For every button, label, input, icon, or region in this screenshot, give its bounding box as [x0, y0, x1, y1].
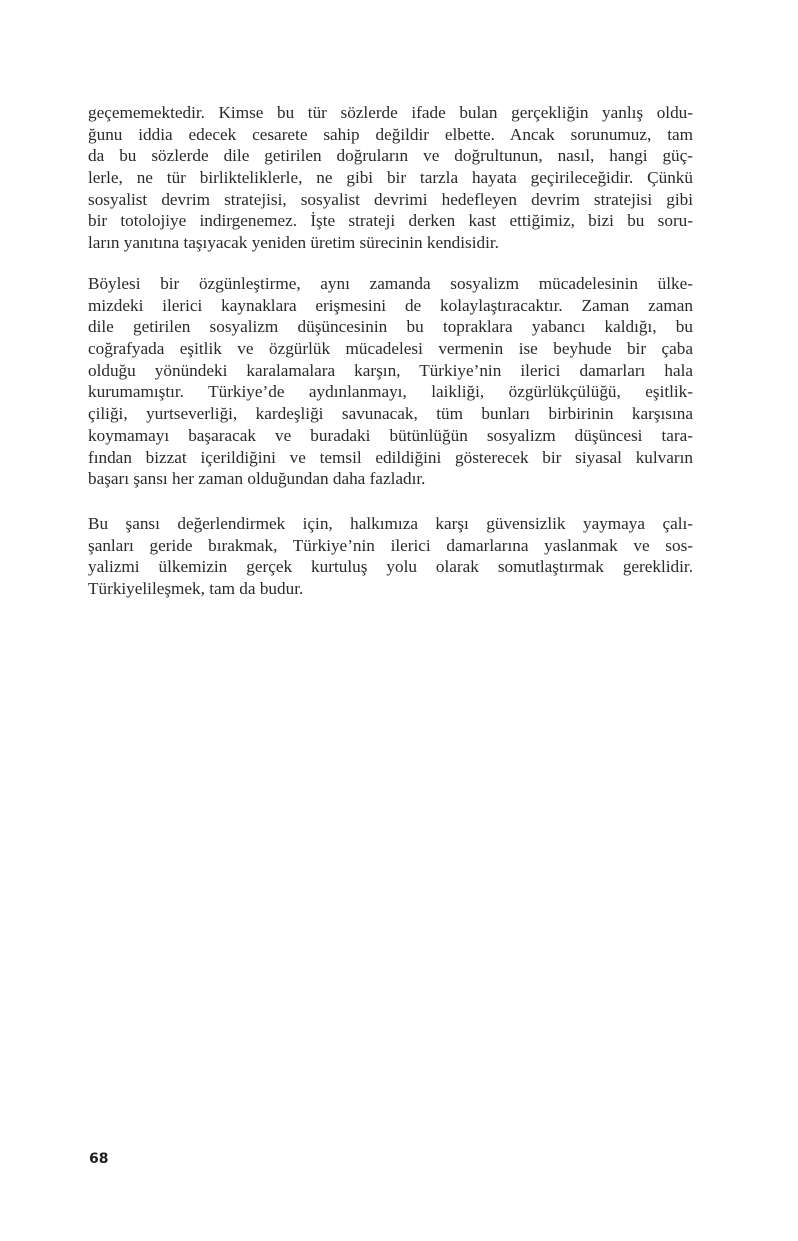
- text-line: şanları geride bırakmak, Türkiye’nin ilerici damarlarına yaslanmak ve sos-: [88, 535, 693, 555]
- text-line: da bu sözlerde dile getirilen doğruların ve doğrultunun, nasıl, hangi güç-: [88, 146, 693, 166]
- text-line: Türkiyelileşmek, tam da budur.: [88, 579, 304, 599]
- text-line: Bu şansı değerlendirmek için, halkımıza karşı güvensizlik yaymaya çalı-: [88, 514, 693, 533]
- text-line: coğrafyada eşitlik ve özgürlük mücadelesi vermenin ise beyhude bir çaba: [88, 339, 693, 359]
- text-line: lerle, ne tür birlikteliklerle, ne gibi bir tarzla hayata geçirileceğidir. Çünkü: [88, 168, 693, 188]
- text-line: geçememektedir. Kimse bu tür sözlerde ifade bulan gerçekliğin yanlış oldu-: [88, 103, 693, 122]
- text-line: koymamayı başaracak ve buradaki bütünlüğün sosyalizm düşüncesi tara-: [88, 425, 693, 445]
- page-number: 68: [89, 1151, 109, 1167]
- text-line: Böylesi bir özgünleştirme, aynı zamanda sosyalizm mücadelesinin ülke-: [88, 274, 693, 293]
- text-line: fından bizzat içerildiğini ve temsil edildiğini gösterecek bir siyasal kulvarın: [88, 447, 693, 467]
- text-line: ların yanıtına taşıyacak yeniden üretim sürecinin kendisidir.: [88, 233, 499, 253]
- text-line: çiliği, yurtseverliği, kardeşliği savunacak, tüm bunları birbirinin karşısına: [88, 404, 693, 424]
- text-line: sosyalist devrim stratejisi, sosyalist devrimi hedefleyen devrim stratejisi gibi: [88, 189, 693, 209]
- text-line: başarı şansı her zaman olduğundan daha fazladır.: [88, 469, 426, 489]
- text-line: ğunu iddia edecek cesarete sahip değildir elbette. Ancak sorunumuz, tam: [88, 124, 693, 144]
- text-line: olduğu yönündeki karalamalara karşın, Türkiye’nin ilerici damarları hala: [88, 360, 693, 380]
- paragraph-2: [88, 273, 693, 490]
- paragraph-1: [88, 102, 693, 254]
- text-line: yalizmi ülkemizin gerçek kurtuluş yolu olarak somutlaştırmak gereklidir.: [88, 557, 693, 577]
- text-line: mizdeki ilerici kaynaklara erişmesini de kolaylaştıracaktır. Zaman zaman: [88, 295, 693, 315]
- text-line: bir totolojiye indirgenemez. İşte strateji derken kast ettiğimiz, bizi bu soru-: [88, 211, 693, 231]
- paragraph-3: [88, 513, 693, 600]
- text-line: dile getirilen sosyalizm düşüncesinin bu topraklara yabancı kaldığı, bu: [88, 317, 693, 337]
- text-line: kurumamıştır. Türkiye’de aydınlanmayı, laikliği, özgürlükçülüğü, eşitlik-: [88, 382, 693, 402]
